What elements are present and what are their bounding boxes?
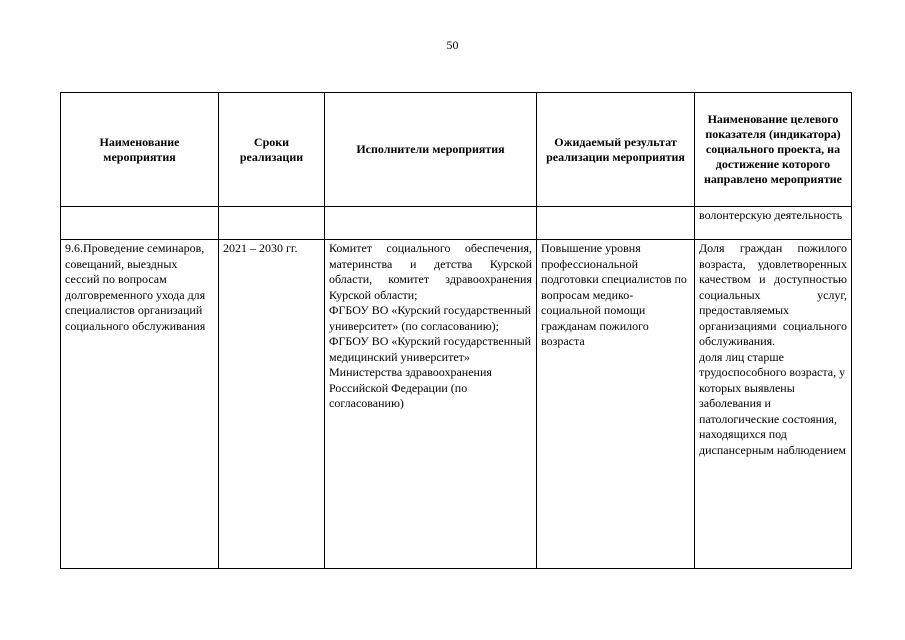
executor-item: Комитет социального обеспечения, материнства и детства Курской области, комитет здравоохранения Курской области; — [329, 241, 532, 302]
table-row-continuation — [61, 207, 852, 240]
header-activity-name: Наименование мероприятия — [61, 93, 219, 207]
executor-item: ФГБОУ ВО «Курский государственный университет» (по согласованию); — [329, 303, 532, 333]
cell-indicator-continuation: волонтерскую деятельность — [695, 207, 852, 240]
cell-empty — [219, 207, 325, 240]
header-executors: Исполнители мероприятия — [325, 93, 537, 207]
executor-item: ФГБОУ ВО «Курский государственный медицинский университет» Министерства здравоохранения Российской Федерации (по согласованию) — [329, 334, 532, 410]
cell-expected-result: Повышение уровня профессиональной подготовки специалистов по вопросам медико-социальной помощи гражданам пожилого возраста — [537, 240, 695, 569]
cell-empty — [537, 207, 695, 240]
cell-empty — [61, 207, 219, 240]
page-number: 50 — [446, 38, 459, 52]
cell-executors — [325, 240, 537, 569]
activities-table — [60, 92, 852, 569]
header-target-indicator: Наименование целевого показателя (индикатора) социального проекта, на достижение которого направлено мероприятие — [695, 93, 852, 207]
header-expected-result: Ожидаемый результат реализации мероприятия — [537, 93, 695, 207]
header-timeframe: Сроки реализации — [219, 93, 325, 207]
indicator-item: Доля граждан пожилого возраста, удовлетворенных качеством и доступностью социальных услуг, предоставляемых организациями социального обслуживания. — [699, 241, 847, 348]
cell-empty — [325, 207, 537, 240]
cell-activity-name: 9.6.Проведение семинаров, совещаний, выездных сессий по вопросам долговременного ухода для специалистов организаций социального обслуживания — [61, 240, 219, 569]
table-row — [61, 240, 852, 569]
cell-target-indicator — [695, 240, 852, 569]
indicator-item: доля лиц старше трудоспособного возраста, у которых выявлены заболевания и патологические состояния, находящихся под диспансерным наблюдением — [699, 349, 846, 457]
cell-timeframe: 2021 – 2030 гг. — [219, 240, 325, 569]
table-header-row — [61, 93, 852, 207]
